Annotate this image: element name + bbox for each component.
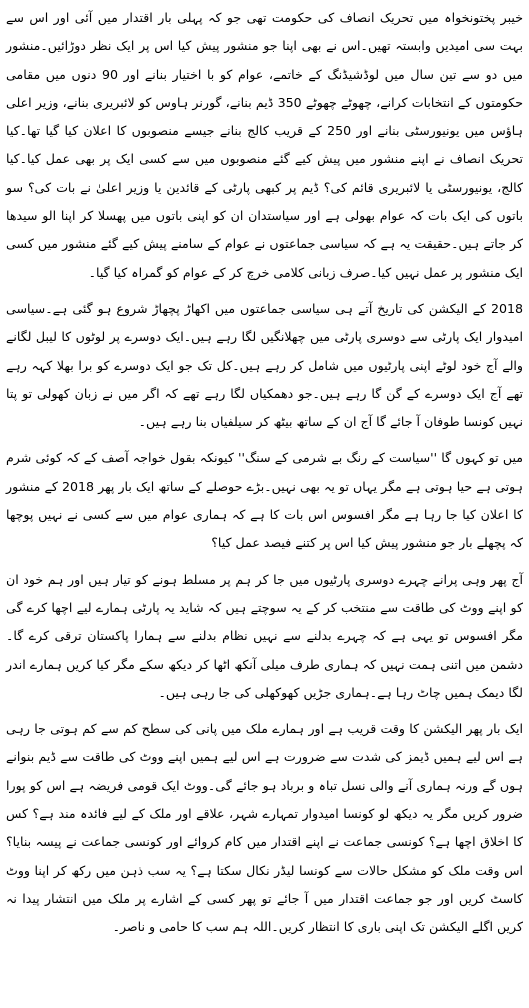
article-paragraph-1: خیبر پختونخواہ میں تحریک انصاف کی حکومت تھی جو کہ پہلی بار اقتدار میں آئی اور اس سے بہت سی امیدیں وابستہ تھیں۔اس نے بھی اپنا جو منشور پیش کیا اس پر ایک نظر دوڑائیں۔منشور میں دو سے تین سال میں لوڈشیڈنگ کے خاتمے، عوام کو با اختیار بنانے اور 90 دنوں میں مقامی حکومتوں کے انتخابات کرانے، چھوٹے چھوٹے 350 ڈیم بنانے، گورنر ہاوس کو لائبریری بنانے، وزیر اعلی ہاؤس میں یونیورسٹی بنانے اور 250 کے قریب کالج بنانے جیسے منصوبوں کا اعلان کیا گیا تھا۔کیا تحریک انصاف نے اپنے منشور میں پیش کیے گئے منصوبوں میں سے کسی ایک پر بھی عمل کیا۔کیا کالج، یونیورسٹی یا لائبریری قائم کی؟ ڈیم پر کبھی پارٹی کے قائدین یا وزیر اعلیٰ نے بات کی؟ سو باتوں کی ایک بات کہ عوام بھولی ہے اور سیاستدان ان کو اپنی باتوں میں پھسلا کر اپنا الو سیدھا کر جاتے ہیں۔حقیقت یہ ہے کہ سیاسی جماعتوں نے عوام کے سامنے پیش کیے گئے منشور میں کسی ایک منشور پر عمل نہیں کیا۔صرف زبانی کلامی خرچ کر کے عوام کو گمراہ کیا گیا۔ bbox=[6, 10, 523, 280]
article-paragraph-5: ایک بار پھر الیکشن کا وقت قریب ہے اور ہمارے ملک میں پانی کی سطح کم سے کم ہوتی جا رہی ہے اس لیے ہمیں ڈیمز کی شدت سے ضرورت ہے اس لیے ہمیں اپنے ووٹ کی طاقت سے ڈیم بنوانے ہوں گے ورنہ ہماری آنے والی نسل تباہ و برباد ہو جائے گی۔ووٹ ایک قومی فریضہ ہے اس کو پورا ضرور کریں مگر یہ دیکھ لو کونسا امیدوار تمہارے شہر، علاقے اور ملک کے لیے فائدہ مند ہے؟ کس کا اخلاق اچھا ہے؟ کونسی جماعت نے اپنے اقتدار میں کام کروائے اور کونسی جماعت نے پیسہ بنایا؟ اس وقت ملک کو مشکل حالات سے کونسا لیڈر نکال سکتا ہے؟ یہ سب ذہن میں رکھ کر اپنا ووٹ کاسٹ کریں اور جو جماعت اقتدار میں آ جائے تو پھر کسی کے اشارے پر ملک میں انتشار پیدا نہ کریں اگلے الیکشن تک اپنی باری کا انتظار کریں۔اللہ ہم سب کا حامی و ناصر۔ bbox=[6, 721, 523, 935]
article-paragraph-2: 2018 کے الیکشن کی تاریخ آتے ہی سیاسی جماعتوں میں اکھاڑ پچھاڑ شروع ہو گئی ہے۔سیاسی امیدوار ایک پارٹی سے دوسری پارٹی میں چھلانگیں لگا رہے ہیں۔ایک دوسرے پر لوٹوں کا لیبل لگانے والے آج خود لوٹے اپنی پارٹیوں میں شامل کر رہے ہیں۔کل تک جو ایک دوسرے کو برا بھلا کہہ رہے تھے آج ایک دوسرے کے گن گا رہے ہیں۔جو دھمکیاں لگا رہے تھے کہ اگر میں نے زبان کھولی تو پتا نہیں کونسا طوفان آ جائے گا آج ان کے ساتھ بیٹھ کر سیلفیاں بنا رہے ہیں۔ bbox=[6, 300, 523, 430]
article-paragraph-3: میں تو کہوں گا ''سیاست کے رنگ بے شرمی کے سنگ'' کیونکہ بقول خواجہ آصف کے کہ کوئی شرم ہوتی ہے حیا ہوتی ہے مگر یہاں تو یہ بھی نہیں۔بڑے حوصلے کے ساتھ ایک بار پھر 2018 کے منشور کا اعلان کیا جا رہا ہے مگر افسوس اس بات کا ہے کہ ہماری عوام میں سے کسی نے نہیں پوچھا کہ پچھلے بار جو منشور پیش کیا اس پر کتنے فیصد عمل کیا؟ bbox=[6, 450, 523, 551]
article-paragraph-4: آج پھر وہی پرانے چہرے دوسری پارٹیوں میں جا کر ہم پر مسلط ہونے کو تیار ہیں اور ہم خود ان کو اپنے ووٹ کی طاقت سے منتخب کر کے یہ سوچتے ہیں کہ شاید یہ پارٹی ہمارے لیے اچھا کرے گی مگر افسوس تو یہی ہے کہ چہرے بدلنے سے نہیں نظام بدلنے سے ہمارا پاکستان ترقی کرے گا۔دشمن میں اتنی ہمت نہیں کہ ہماری طرف میلی آنکھ اٹھا کر دیکھ سکے مگر کیا کریں ہمارے اندر لگا دیمک ہمیں چاٹ رہا ہے۔ہماری جڑیں کھوکھلی کی جا رہی ہیں۔ bbox=[6, 571, 523, 700]
